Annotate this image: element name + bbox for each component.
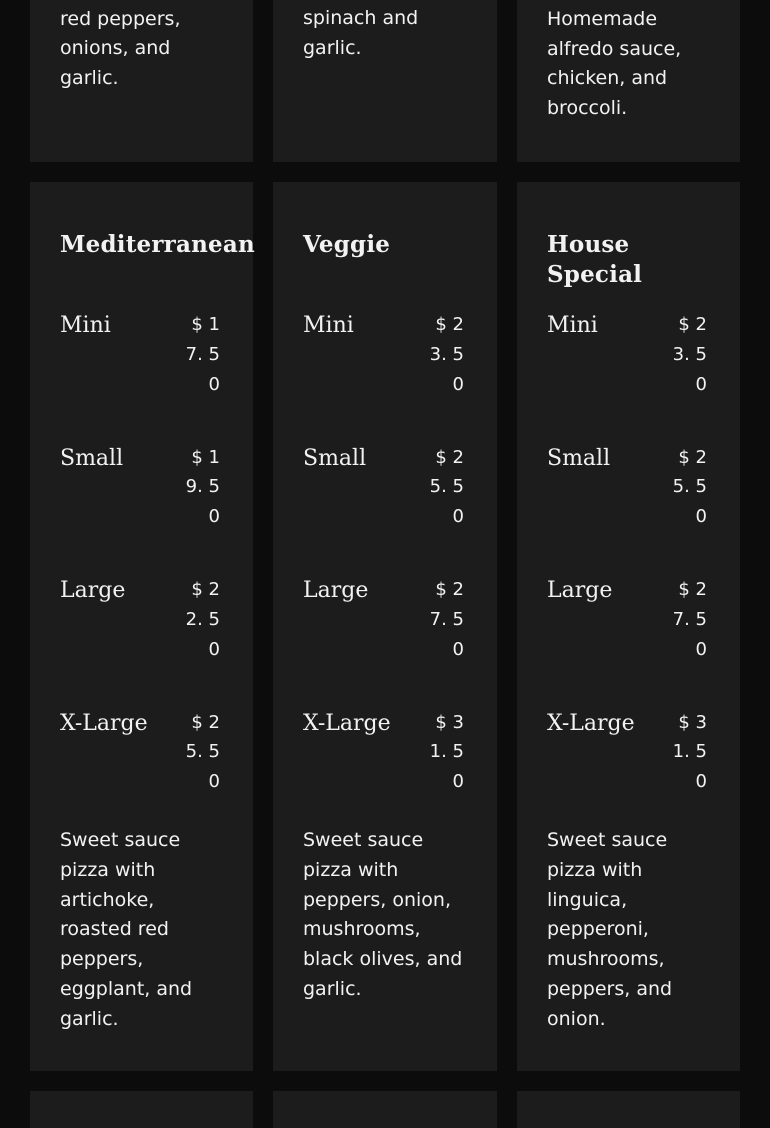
size-label: Small [60,445,124,471]
size-price-row [60,443,223,576]
size-price: $ 22. 50 [185,579,220,660]
menu-row-bottom [30,1091,740,1128]
menu-card [30,1091,253,1128]
size-label: Mini [547,313,598,338]
size-price: $ 23. 50 [672,314,707,395]
size-price-row [60,575,223,708]
size-label: Large [303,578,369,603]
size-price-row [547,443,710,576]
size-label: Large [547,578,613,603]
size-price: $ 31. 50 [672,711,707,793]
size-label: Mini [303,313,354,338]
item-name: Veggie [303,231,391,258]
size-price-row [303,575,467,708]
size-price: $ 19. 50 [185,446,220,528]
size-price: $ 27. 50 [672,579,707,660]
menu-card-house-special [517,182,740,1071]
size-price: $ 17. 50 [185,314,220,395]
item-description: Sweet sauce pizza with linguica, pepperoni, mushrooms, peppers, and onion. [547,829,673,1030]
size-price-list [303,310,467,840]
size-price: $ 25. 50 [429,446,464,528]
item-description: red peppers, onions, and garlic. [60,7,181,90]
size-price-row [303,310,467,443]
size-price-row [547,708,710,841]
size-label: Large [60,578,126,603]
size-price: $ 27. 50 [429,579,464,660]
menu-card [30,0,253,162]
size-price: $ 25. 50 [185,711,220,793]
size-price-row [303,443,467,576]
size-price-list [60,310,223,840]
menu-row-main [30,182,740,1071]
size-price: $ 31. 50 [429,711,464,793]
size-label: Mini [60,313,111,338]
item-description: Sweet sauce pizza with artichoke, roasted red peppers, eggplant, and garlic. [60,829,193,1030]
menu-card [273,0,497,162]
size-price-list [547,310,710,840]
size-price-row [547,310,710,443]
item-name: Mediterranean [60,231,255,258]
item-name: House Special [547,231,643,288]
size-label: X-Large [303,710,391,736]
menu-row-top [30,0,740,162]
size-price-row [60,708,223,841]
size-price: $ 23. 50 [429,314,464,395]
menu-card-veggie [273,182,497,1071]
menu-card [517,1091,740,1128]
size-price-row [60,310,223,443]
menu-card [517,0,740,162]
menu-card-mediterranean [30,182,253,1071]
size-label: Small [303,445,367,471]
size-label: Small [547,445,611,471]
item-description: Homemade alfredo sauce, chicken, and broccoli. [547,7,682,120]
size-price-row [547,575,710,708]
size-label: X-Large [547,710,635,736]
size-price-row [303,708,467,841]
item-description: spinach and garlic. [303,7,419,60]
item-description: Sweet sauce pizza with peppers, onion, mushrooms, black olives, and garlic. [303,829,463,1000]
menu-card [273,1091,497,1128]
size-label: X-Large [60,710,148,736]
size-price: $ 25. 50 [672,446,707,528]
